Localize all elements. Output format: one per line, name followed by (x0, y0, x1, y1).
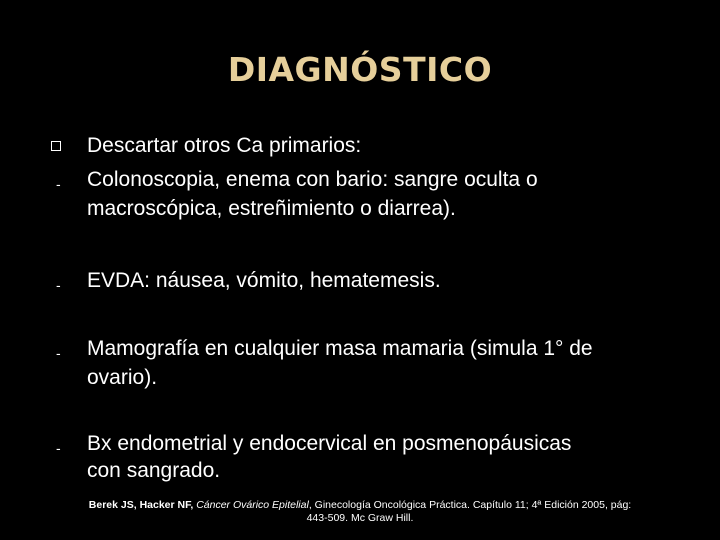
dash-1: - (56, 176, 61, 192)
bullet-text-4b: ovario). (87, 366, 158, 389)
citation-rest-line1: , Ginecología Oncológica Práctica. Capítulo 11; 4ª Edición 2005, pág: (308, 499, 632, 511)
slide-title: DIAGNÓSTICO (227, 50, 493, 89)
citation-authors: Berek JS, Hacker NF, (88, 499, 194, 511)
dash-3: - (56, 345, 61, 361)
dash-4: - (56, 440, 61, 456)
bullet-text-2: Colonoscopia, enema con bario: sangre oculta o (87, 168, 538, 191)
bullet-text-2b: macroscópica, estreñimiento o diarrea). (87, 197, 456, 220)
citation-rest-line2: 443-509. Mc Graw Hill. (306, 512, 414, 524)
bullet-text-3: EVDA: náusea, vómito, hematemesis. (87, 269, 441, 292)
bullet-text-1: Descartar otros Ca primarios: (87, 134, 362, 157)
bullet-text-4: Mamografía en cualquier masa mamaria (simula 1° de (87, 337, 593, 360)
citation (20, 499, 700, 525)
citation-book: Cáncer Ovárico Epitelial (196, 499, 309, 511)
bullet-text-5: Bx endometrial y endocervical en posmenopáusicas (87, 432, 572, 455)
square-bullet-icon (51, 141, 61, 151)
bullet-text-5b: con sangrado. (87, 459, 221, 482)
dash-2: - (56, 277, 61, 293)
